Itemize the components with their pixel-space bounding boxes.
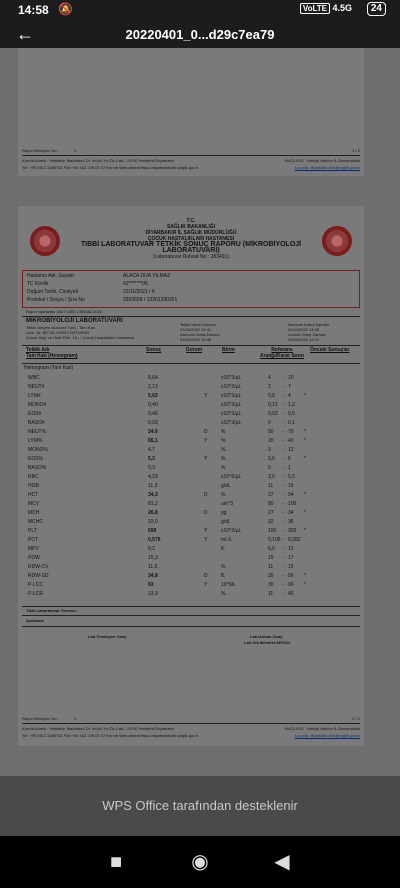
signature-technician: Lab.Teknisyen Onay bbox=[88, 634, 127, 639]
test-flag: Y bbox=[204, 393, 208, 399]
test-name: EOS# bbox=[28, 411, 42, 417]
wps-banner[interactable]: WPS Office tarafından desteklenir bbox=[0, 776, 400, 836]
test-flag: D bbox=[204, 573, 208, 579]
divider bbox=[22, 155, 360, 156]
vendor-text: NUCLEUS - Mesaji Yazılım & Danışmanlık bbox=[284, 726, 360, 731]
table-row bbox=[18, 545, 364, 554]
test-name: RDW-CV bbox=[28, 564, 49, 570]
table-row bbox=[18, 383, 364, 392]
ref-low: 0 bbox=[268, 420, 271, 426]
abnormal-mark: * bbox=[304, 510, 306, 516]
abnormal-mark: * bbox=[304, 438, 306, 444]
test-unit: % bbox=[221, 456, 226, 462]
email-link[interactable]: e-posta: diyarbakir.chh@saglik.gov.tr bbox=[294, 733, 360, 738]
abnormal-mark: * bbox=[304, 582, 306, 588]
ref-high: 70 bbox=[288, 429, 294, 435]
test-unit: x10^6/µL bbox=[221, 474, 242, 480]
ref-low: 37 bbox=[268, 492, 274, 498]
test-flag: Y bbox=[204, 438, 208, 444]
test-result: 81,2 bbox=[148, 501, 158, 507]
ref-low: 4 bbox=[268, 375, 271, 381]
ministry-logo-right bbox=[322, 226, 352, 256]
ref-dash: - bbox=[282, 384, 284, 390]
test-result: 0,40 bbox=[148, 402, 158, 408]
ref-high: 12 bbox=[288, 447, 294, 453]
abnormal-mark: * bbox=[304, 528, 306, 534]
test-unit: % bbox=[221, 564, 226, 570]
patient-row bbox=[27, 297, 355, 304]
test-name: PLT bbox=[28, 528, 37, 534]
patient-row bbox=[27, 281, 355, 288]
test-unit: pg bbox=[221, 510, 227, 516]
test-result: 8,2 bbox=[148, 546, 155, 552]
ref-low: 3 bbox=[268, 447, 271, 453]
ref-dash: - bbox=[282, 510, 284, 516]
meta-approve-label: Uzman Onay Zamanı bbox=[288, 332, 327, 337]
table-row bbox=[18, 437, 364, 446]
address-line bbox=[22, 158, 360, 163]
comment-label: Tıbbi Laboratuvar Yorumu : bbox=[26, 608, 79, 613]
patient-value: 3933658 / 13201390351 bbox=[123, 297, 178, 303]
revision-line bbox=[22, 716, 360, 721]
col-previous: Önceki Sonuçlar bbox=[310, 347, 350, 353]
ref-high: 1,2 bbox=[288, 402, 295, 408]
divider bbox=[22, 615, 360, 616]
test-name: MONO% bbox=[28, 447, 48, 453]
ref-dash: - bbox=[282, 420, 284, 426]
divider bbox=[22, 363, 360, 364]
ref-dash: - bbox=[282, 564, 284, 570]
test-name: LYM# bbox=[28, 393, 41, 399]
test-name: NEUT# bbox=[28, 384, 45, 390]
test-result: 0,46 bbox=[148, 411, 158, 417]
table-header bbox=[18, 347, 364, 363]
ref-high: 40 bbox=[288, 438, 294, 444]
divider bbox=[22, 723, 360, 724]
ref-low: 0,12 bbox=[268, 402, 278, 408]
divider bbox=[22, 345, 360, 346]
revision-value: 1 bbox=[74, 716, 77, 721]
abnormal-mark: * bbox=[304, 456, 306, 462]
table-row bbox=[18, 500, 364, 509]
table-row bbox=[18, 464, 364, 473]
test-name: MONO# bbox=[28, 402, 47, 408]
accept-meta bbox=[288, 322, 329, 342]
divider bbox=[22, 606, 360, 607]
request-meta bbox=[26, 325, 166, 340]
test-name: EOS% bbox=[28, 456, 44, 462]
ref-dash: - bbox=[282, 528, 284, 534]
ref-low: 32 bbox=[268, 519, 274, 525]
page-number: 2 / 2 bbox=[352, 716, 360, 721]
test-result: 11,3 bbox=[148, 483, 158, 489]
test-flag: D bbox=[204, 510, 208, 516]
lab-title: MİKROBİYOLOJİ LABORATUVARI bbox=[26, 318, 123, 324]
col-result: Sonuç bbox=[146, 347, 162, 353]
abnormal-mark: * bbox=[304, 429, 306, 435]
clock: 14:58 bbox=[18, 3, 49, 17]
test-name: PDW bbox=[28, 555, 40, 561]
document-viewer[interactable] bbox=[0, 48, 400, 776]
table-row bbox=[18, 563, 364, 572]
ref-high: 16 bbox=[288, 564, 294, 570]
ministry-logo bbox=[30, 226, 60, 256]
ref-high: 7 bbox=[288, 384, 291, 390]
back-arrow-icon[interactable]: ← bbox=[16, 24, 34, 44]
ref-dash: - bbox=[282, 393, 284, 399]
ref-high: 100 bbox=[288, 501, 297, 507]
test-group: Hemogram (Tam Kan) bbox=[24, 365, 74, 371]
ref-low: 0 bbox=[268, 465, 271, 471]
test-name: P-LCR bbox=[28, 591, 44, 597]
table-row bbox=[18, 428, 364, 437]
test-result: 0,03 bbox=[148, 420, 158, 426]
patient-row bbox=[27, 273, 355, 280]
address-text: Kurum Adresi : Yenişehir Mahallesi, Dr. İnönü Yol Öz Cad., 21100 Yenişehir/Diyarbakır bbox=[22, 158, 175, 163]
ref-low: 0,5 bbox=[268, 456, 275, 462]
col-test-sub: Tam Kan (Hemogram) bbox=[26, 353, 78, 359]
document-filename: 20220401_0...d29c7ea79 bbox=[125, 27, 275, 42]
abnormal-mark: * bbox=[304, 492, 306, 498]
table-row bbox=[18, 572, 364, 581]
test-flag: D bbox=[204, 429, 208, 435]
ref-high: 12 bbox=[288, 546, 294, 552]
ref-dash: - bbox=[282, 537, 284, 543]
test-name: NEUT% bbox=[28, 429, 47, 435]
home-circle-icon[interactable]: ◉ bbox=[191, 851, 209, 873]
ref-dash: - bbox=[282, 573, 284, 579]
test-name: HCT bbox=[28, 492, 39, 498]
ref-low: 35 bbox=[268, 573, 274, 579]
patient-value: 22/11/2021 / K bbox=[123, 289, 156, 295]
table-row bbox=[18, 482, 364, 491]
table-row bbox=[18, 554, 364, 563]
ref-high: 0,282 bbox=[288, 537, 301, 543]
col-reference: Referans Aralığı/Karar Sınırı bbox=[260, 347, 304, 359]
header-line-1: T.C. bbox=[186, 218, 196, 224]
test-unit: x10^3/µL bbox=[221, 411, 242, 417]
header-line-3: DİYARBAKIR İL SAĞLIK MÜDÜRLÜĞÜ bbox=[145, 230, 237, 236]
revision-label: Rapor Revizyon No : bbox=[22, 716, 59, 721]
revision-line bbox=[22, 148, 360, 153]
ref-dash: - bbox=[282, 483, 284, 489]
phone-text: Tel: +90 0412 2245751 Fax:+90 412 228 01 47 Kurum Web adresi:https://diyarbakirchh.saglik.gov.tr bbox=[22, 733, 199, 738]
test-name: P-LCC bbox=[28, 582, 44, 588]
test-result: 699 bbox=[148, 528, 157, 534]
col-test: Tetkik Adı bbox=[26, 347, 50, 353]
report-header bbox=[58, 218, 324, 260]
test-flag: Y bbox=[204, 582, 208, 588]
ref-high: 10 bbox=[288, 375, 294, 381]
test-unit: fL bbox=[221, 573, 226, 579]
patient-label: Hastanın Adı, Soyadı bbox=[27, 273, 74, 279]
ref-dash: - bbox=[282, 438, 284, 444]
ref-low: 80 bbox=[268, 501, 274, 507]
test-unit: % bbox=[221, 591, 226, 597]
ref-dash: - bbox=[282, 456, 284, 462]
test-unit: um^3 bbox=[221, 501, 234, 507]
ref-dash: - bbox=[282, 375, 284, 381]
test-name: HGB bbox=[28, 483, 39, 489]
test-name: PCT bbox=[28, 537, 38, 543]
ref-high: 45 bbox=[288, 591, 294, 597]
patient-box bbox=[22, 270, 360, 308]
table-row bbox=[18, 392, 364, 401]
test-result: 34,8 bbox=[148, 573, 158, 579]
back-triangle-icon[interactable]: ◀ bbox=[274, 851, 290, 873]
ref-high: 34 bbox=[288, 510, 294, 516]
ref-dash: - bbox=[282, 429, 284, 435]
test-result: 13,3 bbox=[148, 591, 158, 597]
revision-value: 1 bbox=[74, 148, 77, 153]
meta-request-time: 01/04/2022 13:41 bbox=[180, 327, 212, 332]
test-result: 93 bbox=[148, 582, 154, 588]
test-unit: g/dL bbox=[221, 483, 231, 489]
test-result: 0,3 bbox=[148, 465, 155, 471]
test-unit: % bbox=[221, 429, 226, 435]
test-result: 11,5 bbox=[148, 564, 158, 570]
phone-text: Tel: +90 0412 2245751 Fax:+90 412 228 01 47 Kurum Web adresi:https://diyarbakirchh.saglik.gov.tr bbox=[22, 165, 199, 170]
page-1 bbox=[18, 48, 364, 176]
page-number: 1 / 2 bbox=[352, 148, 360, 153]
test-result: 26,8 bbox=[148, 510, 158, 516]
table-row bbox=[18, 455, 364, 464]
ref-high: 4 bbox=[288, 393, 291, 399]
header-line-2: SAĞLIK BAKANLIĞI bbox=[166, 224, 216, 230]
bell-off-icon: 🔕 bbox=[58, 2, 73, 16]
report-number: Rapor Numarası 4427.1500.1305482.2022 bbox=[26, 309, 103, 314]
test-name: LYM% bbox=[28, 438, 43, 444]
header-line-4: ÇOCUK HASTALIKLARI HASTANESİ bbox=[147, 236, 235, 242]
volte-indicator: VoLTE bbox=[300, 3, 330, 14]
table-row bbox=[18, 581, 364, 590]
col-unit: Birim bbox=[222, 347, 235, 353]
meta-doctor: Uzm. Dr. BETÜL KARCI ÖZTÜRAN bbox=[26, 330, 90, 335]
patient-row bbox=[27, 289, 355, 296]
table-row bbox=[18, 419, 364, 428]
ref-dash: - bbox=[282, 402, 284, 408]
test-result: 65,1 bbox=[148, 438, 158, 444]
page-2 bbox=[18, 206, 364, 746]
ref-low: 11 bbox=[268, 564, 274, 570]
ref-dash: - bbox=[282, 582, 284, 588]
test-unit: 10^9/L bbox=[221, 582, 236, 588]
ref-dash: - bbox=[282, 501, 284, 507]
test-unit: x10^3/µL bbox=[221, 402, 242, 408]
recents-square-icon[interactable]: ■ bbox=[109, 851, 123, 873]
test-flag: Y bbox=[204, 456, 208, 462]
note-label: Açıklama bbox=[26, 618, 44, 623]
patient-value: ALACA DUA YILMAZ bbox=[123, 273, 171, 279]
ref-dash: - bbox=[282, 447, 284, 453]
table-row bbox=[18, 509, 364, 518]
ref-low: 20 bbox=[268, 438, 274, 444]
ref-low: 11 bbox=[268, 483, 274, 489]
test-result: 24,6 bbox=[148, 429, 158, 435]
ref-high: 17 bbox=[288, 555, 294, 561]
ref-dash: - bbox=[282, 411, 284, 417]
test-unit: % bbox=[221, 465, 226, 471]
ref-high: 300 bbox=[288, 528, 297, 534]
ref-high: 1 bbox=[288, 465, 291, 471]
test-unit: x10^3/µL bbox=[221, 528, 242, 534]
test-name: RBC bbox=[28, 474, 39, 480]
time-meta bbox=[180, 322, 220, 342]
ref-high: 36 bbox=[288, 519, 294, 525]
ref-low: 6,5 bbox=[268, 546, 275, 552]
table-row bbox=[18, 536, 364, 545]
test-flag: Y bbox=[204, 537, 208, 543]
patient-label: Doğum Tarihi, Cinsiyeti bbox=[27, 289, 79, 295]
test-flag: Y bbox=[204, 528, 208, 534]
test-name: MCHC bbox=[28, 519, 43, 525]
signal-indicator: 4.5G bbox=[332, 3, 352, 13]
abnormal-mark: * bbox=[304, 393, 306, 399]
nav-bar bbox=[0, 836, 400, 888]
meta-sample-time-label: Numune Alma Zamanı bbox=[180, 332, 220, 337]
test-name: WBC bbox=[28, 375, 40, 381]
test-unit: fL bbox=[221, 546, 226, 552]
ref-dash: - bbox=[282, 492, 284, 498]
battery-indicator: 24 bbox=[367, 2, 386, 16]
ref-dash: - bbox=[282, 546, 284, 552]
divider bbox=[22, 626, 360, 627]
table-row bbox=[18, 401, 364, 410]
table-row bbox=[18, 473, 364, 482]
test-unit: % bbox=[221, 492, 226, 498]
table-row bbox=[18, 410, 364, 419]
test-result: 33,0 bbox=[148, 519, 158, 525]
ref-high: 54 bbox=[288, 492, 294, 498]
status-bar bbox=[0, 0, 400, 20]
test-name: MCH bbox=[28, 510, 40, 516]
signature-specialist: Lab.Uzman Onay bbox=[250, 634, 283, 639]
table-row bbox=[18, 374, 364, 383]
address-text: Kurum Adresi : Yenişehir Mahallesi, Dr. İnönü Yol Öz Cad., 21100 Yenişehir/Diyarbakır bbox=[22, 726, 175, 731]
test-unit: x10^3/µL bbox=[221, 420, 242, 426]
meta-request-time-label: Tetkik İstem Zamanı bbox=[180, 322, 216, 327]
ref-high: 0,5 bbox=[288, 411, 295, 417]
test-name: MPV bbox=[28, 546, 39, 552]
test-name: MCV bbox=[28, 501, 40, 507]
ref-dash: - bbox=[282, 465, 284, 471]
test-result: 2,13 bbox=[148, 384, 158, 390]
test-result: 15,3 bbox=[148, 555, 158, 561]
meta-sample-time: 01/04/2022 13:46 bbox=[180, 337, 212, 342]
table-row bbox=[18, 446, 364, 455]
table-row bbox=[18, 491, 364, 500]
ref-low: 0,02 bbox=[268, 411, 278, 417]
ref-low: 3,5 bbox=[268, 474, 275, 480]
abnormal-mark: * bbox=[304, 573, 306, 579]
ref-low: 2 bbox=[268, 384, 271, 390]
test-unit: % bbox=[221, 447, 226, 453]
ref-low: 50 bbox=[268, 429, 274, 435]
document-titlebar bbox=[0, 20, 400, 48]
test-result: 5,3 bbox=[148, 456, 155, 462]
table-row bbox=[18, 527, 364, 536]
ref-dash: - bbox=[282, 591, 284, 597]
ref-high: 5 bbox=[288, 456, 291, 462]
test-result: 0,576 bbox=[148, 537, 161, 543]
meta-department: Çocuk Sağ. ve Hast.Polk. 16 - / Çocuk Hastalıkları Hastanesi bbox=[26, 335, 135, 340]
test-result: 4,7 bbox=[148, 447, 155, 453]
ref-low: 11 bbox=[268, 591, 274, 597]
test-unit: x10^3/µL bbox=[221, 384, 242, 390]
divider bbox=[22, 316, 360, 317]
test-name: BASO% bbox=[28, 465, 47, 471]
ref-low: 0,108 bbox=[268, 537, 281, 543]
test-unit: mL/L bbox=[221, 537, 233, 543]
ref-low: 27 bbox=[268, 510, 274, 516]
ref-high: 56 bbox=[288, 573, 294, 579]
ref-dash: - bbox=[282, 474, 284, 480]
ref-low: 15 bbox=[268, 555, 274, 561]
table-row bbox=[18, 518, 364, 527]
patient-label: Protokol / Dosya / Şıra No bbox=[27, 297, 85, 303]
address-line bbox=[22, 726, 360, 731]
contact-line bbox=[22, 165, 360, 170]
test-result: 8,64 bbox=[148, 375, 158, 381]
ref-dash: - bbox=[282, 519, 284, 525]
table-row bbox=[18, 590, 364, 599]
ref-high: 16 bbox=[288, 483, 294, 489]
license-no: (Laboratuvar Ruhsat No : 283491) bbox=[153, 254, 229, 260]
meta-approve-time: 01/04/2022 14:21 bbox=[288, 337, 320, 342]
patient-label: TC Kimlik bbox=[27, 281, 49, 287]
test-result: 4,23 bbox=[148, 474, 158, 480]
col-status: Durum bbox=[186, 347, 203, 353]
test-result: 34,3 bbox=[148, 492, 158, 498]
ref-low: 0,8 bbox=[268, 393, 275, 399]
ref-high: 90 bbox=[288, 582, 294, 588]
revision-label: Rapor Revizyon No : bbox=[22, 148, 59, 153]
contact-line bbox=[22, 733, 360, 738]
signature-name: Lab.Tek Mehmet ARTAN bbox=[244, 640, 290, 645]
ref-low: 30 bbox=[268, 582, 274, 588]
meta-accept-label: Numune Kabul Zamanı bbox=[288, 322, 330, 327]
patient-value: 42*******06 bbox=[123, 281, 148, 287]
email-link[interactable]: e-posta: diyarbakir.chh@saglik.gov.tr bbox=[294, 165, 360, 170]
meta-requester: Tetkik İsteyen Numune Türü : Tam Kan bbox=[26, 325, 95, 330]
ref-high: 0,1 bbox=[288, 420, 295, 426]
ref-high: 5,5 bbox=[288, 474, 295, 480]
test-name: BASO# bbox=[28, 420, 45, 426]
meta-accept-time: 01/04/2022 14:05 bbox=[288, 327, 320, 332]
vendor-text: NUCLEUS - Mesaji Yazılım & Danışmanlık bbox=[284, 158, 360, 163]
test-unit: % bbox=[221, 438, 226, 444]
test-result: 5,62 bbox=[148, 393, 158, 399]
test-unit: x10^3/µL bbox=[221, 375, 242, 381]
test-flag: D bbox=[204, 492, 208, 498]
test-unit: g/dL bbox=[221, 519, 231, 525]
test-unit: x10^3/µL bbox=[221, 393, 242, 399]
report-title: TIBBİ LABORATUVAR TETKİK SONUÇ RAPORU (MİKROBİYOLOJİ LABORATUVARI) bbox=[80, 241, 302, 254]
ref-dash: - bbox=[282, 555, 284, 561]
test-name: RDW-SD bbox=[28, 573, 49, 579]
ref-low: 100 bbox=[268, 528, 277, 534]
